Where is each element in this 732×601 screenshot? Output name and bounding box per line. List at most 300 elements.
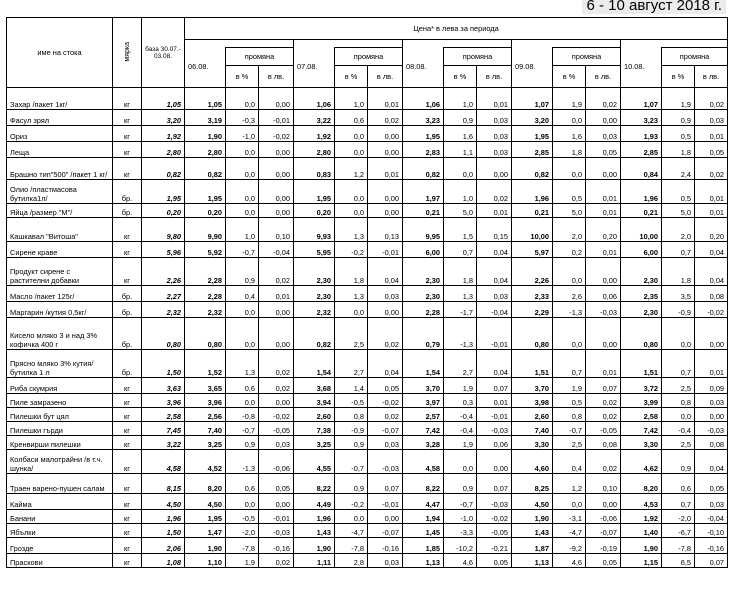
change-lev: 0,02 <box>586 88 621 110</box>
change-lev: 0,00 <box>368 142 403 158</box>
table-row <box>7 110 728 126</box>
product-name: Прясно мляко 3% кутия/бутилка 1 л <box>7 350 113 378</box>
header-pct: в % <box>226 66 259 88</box>
change-lev: 0,01 <box>586 242 621 258</box>
change-lev: -0,03 <box>477 494 512 510</box>
base-price: 1,08 <box>142 554 185 568</box>
change-percent: -0,7 <box>335 450 368 474</box>
day-price: 8,20 <box>621 474 662 494</box>
table-row <box>7 180 728 204</box>
change-lev: 0,02 <box>259 350 294 378</box>
product-unit: бр. <box>113 350 142 378</box>
change-percent: 0,9 <box>226 436 259 450</box>
change-percent: 5,0 <box>444 204 477 218</box>
header-pct: в % <box>444 66 477 88</box>
product-name: Маргарин /кутия 0,5кг/ <box>7 302 113 318</box>
day-price: 4,58 <box>403 450 444 474</box>
product-name: Сирене краве <box>7 242 113 258</box>
base-price: 2,80 <box>142 142 185 158</box>
day-price: 3,23 <box>403 110 444 126</box>
product-name: Кайма <box>7 494 113 510</box>
day-price: 2,80 <box>185 142 226 158</box>
day-price: 4,49 <box>294 494 335 510</box>
product-unit: кг <box>113 158 142 180</box>
change-percent: 1,2 <box>553 474 586 494</box>
change-lev: 0,07 <box>586 378 621 394</box>
day-price: 1,43 <box>294 524 335 538</box>
day-price: 3,22 <box>294 110 335 126</box>
price-table <box>6 17 728 568</box>
change-percent: 0,9 <box>662 450 695 474</box>
day-price: 0,21 <box>621 204 662 218</box>
day-price: 2,30 <box>294 258 335 286</box>
change-percent: -7,8 <box>335 538 368 554</box>
day-price: 1,94 <box>403 510 444 524</box>
change-lev: 0,08 <box>586 436 621 450</box>
change-lev: 0,01 <box>477 204 512 218</box>
base-price: 1,95 <box>142 180 185 204</box>
day-price: 1,96 <box>621 180 662 204</box>
day-price: 0,84 <box>621 158 662 180</box>
base-price: 4,58 <box>142 450 185 474</box>
day-price: 1,93 <box>621 126 662 142</box>
change-percent: -0,7 <box>226 242 259 258</box>
change-percent: 0,8 <box>662 394 695 408</box>
day-price: 0,20 <box>185 204 226 218</box>
change-lev: 0,01 <box>368 158 403 180</box>
day-price: 1,15 <box>621 554 662 568</box>
change-lev: 0,00 <box>586 110 621 126</box>
day-price: 1,92 <box>294 126 335 142</box>
change-lev: 0,02 <box>477 180 512 204</box>
change-percent: -0,4 <box>444 408 477 422</box>
change-percent: 0,9 <box>226 258 259 286</box>
day-price: 1,47 <box>185 524 226 538</box>
day-price: 0,82 <box>185 158 226 180</box>
product-unit: бр. <box>113 302 142 318</box>
change-percent: 0,0 <box>335 510 368 524</box>
change-percent: -7,8 <box>226 538 259 554</box>
change-lev: -0,03 <box>695 422 728 436</box>
header-change: промяна <box>444 48 512 66</box>
product-name: Пилешки бут цял <box>7 408 113 422</box>
base-price: 7,45 <box>142 422 185 436</box>
day-price: 1,92 <box>621 510 662 524</box>
day-price: 3,94 <box>294 394 335 408</box>
product-unit: кг <box>113 218 142 242</box>
change-percent: 0,0 <box>444 450 477 474</box>
base-price: 1,50 <box>142 524 185 538</box>
day-price: 4,60 <box>512 450 553 474</box>
day-price: 2,30 <box>403 286 444 302</box>
base-price: 9,80 <box>142 218 185 242</box>
change-lev: -0,02 <box>695 302 728 318</box>
day-price: 1,07 <box>512 88 553 110</box>
table-row <box>7 126 728 142</box>
table-row <box>7 158 728 180</box>
change-lev: 0,10 <box>259 218 294 242</box>
day-price: 1,90 <box>512 510 553 524</box>
change-lev: 0,00 <box>586 258 621 286</box>
change-lev: 0,00 <box>259 204 294 218</box>
product-unit: бр. <box>113 180 142 204</box>
change-percent: 0,0 <box>226 302 259 318</box>
product-unit: кг <box>113 538 142 554</box>
change-lev: 0,00 <box>695 408 728 422</box>
day-price: 5,95 <box>294 242 335 258</box>
change-percent: 0,7 <box>444 242 477 258</box>
change-percent: 1,8 <box>444 258 477 286</box>
header-change: промяна <box>335 48 403 66</box>
base-price: 2,58 <box>142 408 185 422</box>
change-lev: -0,01 <box>368 494 403 510</box>
change-lev: 0,03 <box>368 436 403 450</box>
change-percent: 2,7 <box>335 350 368 378</box>
day-price: 10,00 <box>621 218 662 242</box>
change-lev: 0,00 <box>259 494 294 510</box>
product-name: Брашно тип"500" /пакет 1 кг/ <box>7 158 113 180</box>
change-percent: 1,1 <box>444 142 477 158</box>
header-lv: в лв. <box>586 66 621 88</box>
header-date: 10.08. <box>621 48 662 88</box>
base-price: 2,27 <box>142 286 185 302</box>
day-price: 1,13 <box>512 554 553 568</box>
change-percent: 0,5 <box>662 126 695 142</box>
change-lev: -0,04 <box>477 302 512 318</box>
table-row <box>7 204 728 218</box>
day-price: 0,21 <box>403 204 444 218</box>
change-percent: 0,9 <box>335 436 368 450</box>
change-percent: 0,0 <box>335 302 368 318</box>
change-percent: -0,9 <box>335 422 368 436</box>
change-lev: 0,00 <box>586 318 621 350</box>
product-unit: кг <box>113 378 142 394</box>
day-price: 0,79 <box>403 318 444 350</box>
day-price: 10,00 <box>512 218 553 242</box>
change-lev: 0,20 <box>695 218 728 242</box>
change-lev: 0,02 <box>368 318 403 350</box>
change-percent: 3,5 <box>662 286 695 302</box>
day-price: 8,20 <box>185 474 226 494</box>
day-price: 1,13 <box>403 554 444 568</box>
base-price: 5,96 <box>142 242 185 258</box>
change-percent: 0,6 <box>662 474 695 494</box>
change-percent: -1,3 <box>444 318 477 350</box>
change-lev: 0,00 <box>259 158 294 180</box>
change-lev: 0,04 <box>695 258 728 286</box>
change-percent: 0,0 <box>226 142 259 158</box>
change-percent: 0,5 <box>553 394 586 408</box>
change-percent: 0,0 <box>226 494 259 510</box>
product-name: Траен варено-пушен салам <box>7 474 113 494</box>
change-percent: -1,3 <box>226 450 259 474</box>
table-row <box>7 394 728 408</box>
day-price: 2,60 <box>512 408 553 422</box>
change-lev: -0,02 <box>259 126 294 142</box>
day-price: 1,95 <box>403 126 444 142</box>
change-lev: 0,08 <box>695 286 728 302</box>
product-unit: кг <box>113 126 142 142</box>
change-percent: 0,0 <box>553 258 586 286</box>
day-price: 7,40 <box>512 422 553 436</box>
product-name: Олио /пластмасова бутилка1л/ <box>7 180 113 204</box>
header-lv: в лв. <box>477 66 512 88</box>
day-price: 1,95 <box>512 126 553 142</box>
change-lev: -0,05 <box>259 422 294 436</box>
table-row <box>7 436 728 450</box>
day-price: 2,58 <box>621 408 662 422</box>
day-price: 1,11 <box>294 554 335 568</box>
change-percent: -3,1 <box>553 510 586 524</box>
day-price: 9,93 <box>294 218 335 242</box>
day-price: 5,92 <box>185 242 226 258</box>
change-lev: 0,03 <box>368 554 403 568</box>
change-lev: 0,20 <box>586 218 621 242</box>
base-price: 0,80 <box>142 318 185 350</box>
change-lev: -0,03 <box>477 422 512 436</box>
table-row <box>7 422 728 436</box>
change-percent: -0,7 <box>226 422 259 436</box>
change-percent: -10,2 <box>444 538 477 554</box>
change-lev: 0,01 <box>586 180 621 204</box>
change-lev: -0,06 <box>259 450 294 474</box>
header-base: база 30.07.- 03.08. <box>142 18 185 88</box>
day-price: 3,19 <box>185 110 226 126</box>
table-row <box>7 450 728 474</box>
product-unit: кг <box>113 436 142 450</box>
day-price: 1,87 <box>512 538 553 554</box>
change-lev: 0,01 <box>695 350 728 378</box>
change-lev: 0,00 <box>477 450 512 474</box>
change-percent: 1,9 <box>444 436 477 450</box>
table-row <box>7 218 728 242</box>
day-price: 0,80 <box>621 318 662 350</box>
day-price: 1,52 <box>185 350 226 378</box>
product-name: Грозде <box>7 538 113 554</box>
change-lev: 0,15 <box>477 218 512 242</box>
change-percent: 0,0 <box>226 180 259 204</box>
day-price: 0,20 <box>294 204 335 218</box>
change-percent: 0,7 <box>553 350 586 378</box>
day-price: 1,51 <box>512 350 553 378</box>
product-name: Кашкавал "Витоша" <box>7 218 113 242</box>
product-unit: кг <box>113 110 142 126</box>
change-lev: -0,01 <box>259 110 294 126</box>
table-row <box>7 538 728 554</box>
header-date: 07.08. <box>294 48 335 88</box>
change-lev: 0,05 <box>586 142 621 158</box>
change-percent: -7,8 <box>662 538 695 554</box>
change-percent: 1,2 <box>335 158 368 180</box>
change-lev: 0,00 <box>368 510 403 524</box>
change-lev: 0,02 <box>586 408 621 422</box>
day-price: 3,98 <box>512 394 553 408</box>
day-price: 2,33 <box>512 286 553 302</box>
day-price: 5,97 <box>512 242 553 258</box>
change-lev: 0,03 <box>695 110 728 126</box>
header-lv: в лв. <box>259 66 294 88</box>
change-percent: 4,6 <box>553 554 586 568</box>
day-price: 3,70 <box>403 378 444 394</box>
change-percent: 1,0 <box>226 218 259 242</box>
base-price: 3,96 <box>142 394 185 408</box>
change-percent: 0,8 <box>553 408 586 422</box>
base-price: 3,20 <box>142 110 185 126</box>
change-percent: -0,7 <box>553 422 586 436</box>
product-unit: бр. <box>113 286 142 302</box>
product-name: Леща <box>7 142 113 158</box>
day-price: 1,51 <box>621 350 662 378</box>
table-row <box>7 318 728 350</box>
change-lev: 0,01 <box>695 204 728 218</box>
change-percent: -4,7 <box>553 524 586 538</box>
day-price: 6,00 <box>403 242 444 258</box>
day-price: 0,80 <box>512 318 553 350</box>
change-lev: -0,01 <box>259 510 294 524</box>
change-lev: 0,04 <box>695 450 728 474</box>
change-lev: 0,01 <box>586 350 621 378</box>
day-price: 0,82 <box>403 158 444 180</box>
change-lev: -0,16 <box>368 538 403 554</box>
day-price: 2,26 <box>512 258 553 286</box>
change-percent: -9,2 <box>553 538 586 554</box>
day-price: 2,29 <box>512 302 553 318</box>
change-percent: 0,3 <box>444 394 477 408</box>
day-price: 1,90 <box>294 538 335 554</box>
change-lev: -0,04 <box>259 242 294 258</box>
day-price: 3,65 <box>185 378 226 394</box>
change-percent: 0,0 <box>553 318 586 350</box>
change-lev: 0,05 <box>695 474 728 494</box>
day-price: 3,99 <box>621 394 662 408</box>
change-percent: 1,0 <box>335 88 368 110</box>
day-price: 1,43 <box>512 524 553 538</box>
change-lev: 0,04 <box>477 242 512 258</box>
base-price: 1,05 <box>142 88 185 110</box>
change-percent: 1,0 <box>444 180 477 204</box>
change-percent: 0,0 <box>444 158 477 180</box>
day-price: 1,95 <box>294 180 335 204</box>
change-percent: 0,0 <box>226 204 259 218</box>
change-lev: 0,07 <box>368 474 403 494</box>
change-percent: 5,0 <box>553 204 586 218</box>
change-lev: -0,01 <box>477 408 512 422</box>
day-price: 3,96 <box>185 394 226 408</box>
day-price: 2,28 <box>403 302 444 318</box>
change-lev: -0,21 <box>477 538 512 554</box>
change-lev: 0,00 <box>586 494 621 510</box>
change-lev: 0,04 <box>477 258 512 286</box>
change-lev: 0,02 <box>368 110 403 126</box>
table-row <box>7 494 728 510</box>
base-price: 1,96 <box>142 510 185 524</box>
change-lev: 0,05 <box>368 378 403 394</box>
day-price: 2,85 <box>512 142 553 158</box>
change-lev: 0,00 <box>586 158 621 180</box>
change-percent: 1,3 <box>226 350 259 378</box>
change-lev: 0,03 <box>477 110 512 126</box>
day-price: 3,72 <box>621 378 662 394</box>
change-percent: 1,9 <box>444 378 477 394</box>
change-percent: 0,0 <box>335 204 368 218</box>
change-lev: 0,03 <box>695 494 728 510</box>
change-lev: 0,07 <box>695 554 728 568</box>
change-percent: 1,5 <box>444 218 477 242</box>
change-lev: -0,07 <box>368 422 403 436</box>
change-lev: 0,00 <box>259 180 294 204</box>
change-lev: 0,01 <box>695 126 728 142</box>
change-percent: 0,7 <box>662 242 695 258</box>
day-price: 8,22 <box>403 474 444 494</box>
change-percent: -1,0 <box>226 126 259 142</box>
change-lev: 0,05 <box>259 474 294 494</box>
change-lev: 0,01 <box>586 204 621 218</box>
change-lev: 0,09 <box>695 378 728 394</box>
change-percent: 1,3 <box>444 286 477 302</box>
change-percent: 0,0 <box>226 394 259 408</box>
day-price: 7,40 <box>185 422 226 436</box>
header-date: 08.08. <box>403 48 444 88</box>
header-change: промяна <box>553 48 621 66</box>
product-name: Пиле замразено <box>7 394 113 408</box>
day-price: 1,96 <box>512 180 553 204</box>
day-price: 1,06 <box>294 88 335 110</box>
table-row <box>7 258 728 286</box>
change-percent: -6,7 <box>662 524 695 538</box>
change-lev: 0,03 <box>695 394 728 408</box>
product-name: Кисело мляко 3 и над 3% кофичка 400 г <box>7 318 113 350</box>
day-price: 1,96 <box>294 510 335 524</box>
change-percent: 0,0 <box>226 158 259 180</box>
change-lev: 0,02 <box>259 378 294 394</box>
day-price: 2,60 <box>294 408 335 422</box>
product-name: Пилешки гърди <box>7 422 113 436</box>
change-percent: -0,5 <box>335 394 368 408</box>
day-price: 1,06 <box>403 88 444 110</box>
day-price: 3,30 <box>512 436 553 450</box>
change-lev: -0,10 <box>695 524 728 538</box>
change-lev: 0,00 <box>259 88 294 110</box>
change-percent: 0,6 <box>335 110 368 126</box>
product-unit: кг <box>113 408 142 422</box>
change-lev: 0,00 <box>368 126 403 142</box>
day-price: 3,25 <box>294 436 335 450</box>
change-lev: -0,02 <box>477 510 512 524</box>
change-lev: 0,08 <box>695 436 728 450</box>
change-percent: 1,6 <box>553 126 586 142</box>
day-price: 2,83 <box>403 142 444 158</box>
base-price: 0,20 <box>142 204 185 218</box>
day-price: 4,50 <box>185 494 226 510</box>
day-price: 2,30 <box>403 258 444 286</box>
change-lev: 0,03 <box>477 286 512 302</box>
change-percent: 0,8 <box>335 408 368 422</box>
change-percent: 0,4 <box>226 286 259 302</box>
product-unit: кг <box>113 450 142 474</box>
change-lev: -0,05 <box>477 524 512 538</box>
base-price: 0,82 <box>142 158 185 180</box>
day-price: 3,68 <box>294 378 335 394</box>
change-lev: 0,00 <box>695 318 728 350</box>
table-row <box>7 88 728 110</box>
change-percent: 0,7 <box>662 494 695 510</box>
day-price: 3,70 <box>512 378 553 394</box>
table-row <box>7 378 728 394</box>
day-price: 1,45 <box>403 524 444 538</box>
header-pct: в % <box>553 66 586 88</box>
change-lev: 0,07 <box>477 378 512 394</box>
change-percent: -0,9 <box>662 302 695 318</box>
